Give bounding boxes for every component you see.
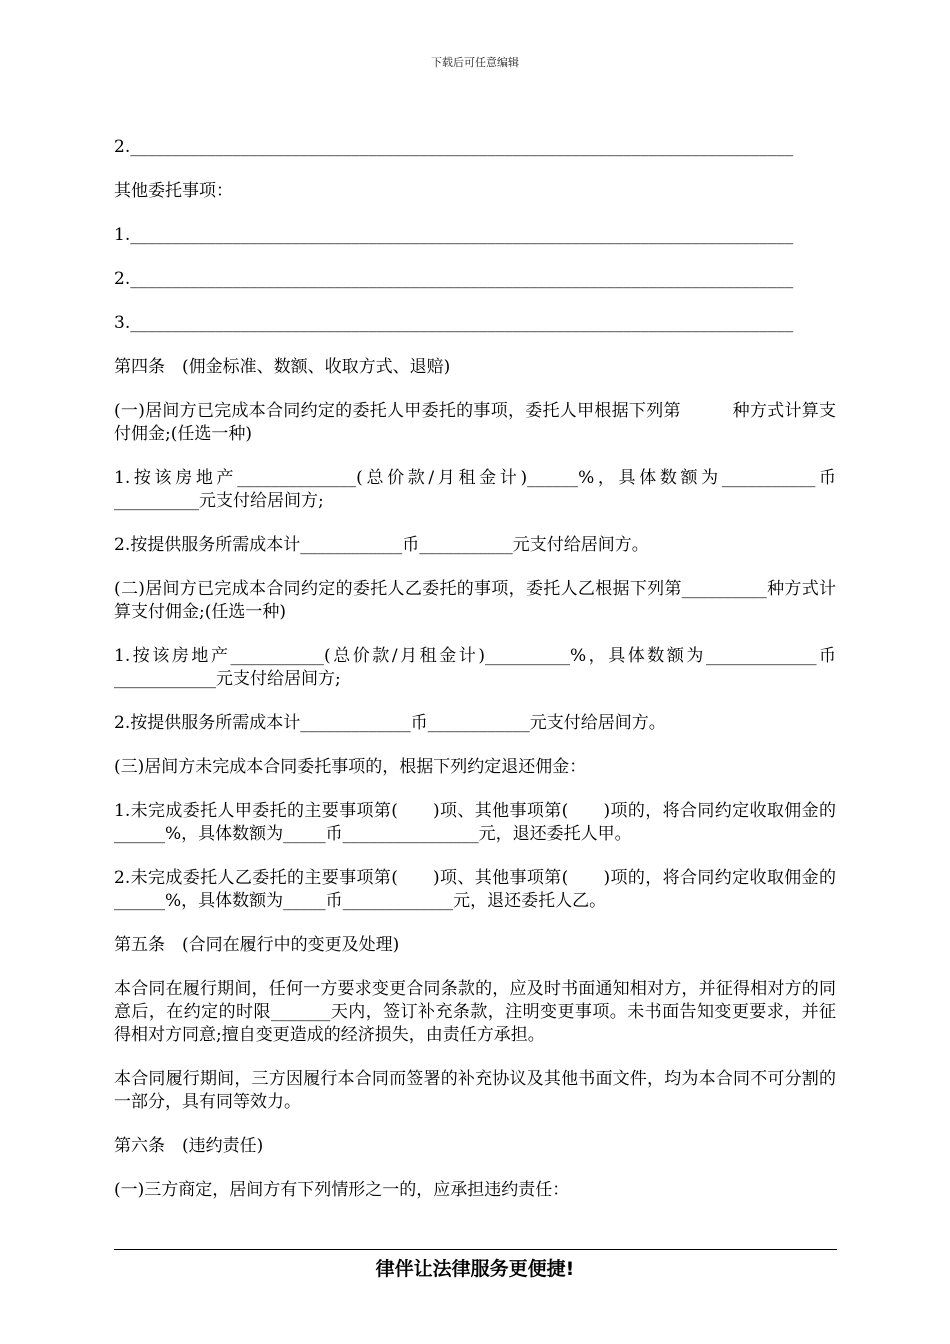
clause-4-3-item-1: 1.未完成委托人甲委托的主要事项第( )项、其他事项第( )项的，将合同约定收取佣金的______%，具体数额为_____币________________元，退还委托人甲。 <box>114 801 836 844</box>
clause-4-1-item-2: 2.按提供服务所需成本计____________币___________元支付给居间方。 <box>114 535 649 555</box>
page-footer: 律伴让法律服务更便捷! <box>375 1258 575 1280</box>
clause-4-3: (三)居间方未完成本合同委托事项的，根据下列约定退还佣金： <box>114 757 587 777</box>
clause-5-1: 本合同在履行期间，任何一方要求变更合同条款的，应及时书面通知相对方，并征得相对方的同意后，在约定的时限_______天内，签订补充条款，注明变更事项。未书面告知变更要求，并征得相对方同意;擅自变更造成的经济损失，由责任方承担。 <box>114 979 836 1045</box>
article-6-heading: 第六条 (违约责任) <box>114 1136 264 1156</box>
other-matter-line-3: 3.______________________________________________________________________________ <box>114 313 794 333</box>
footer-divider <box>114 1249 837 1250</box>
clause-6-1: (一)三方商定，居间方有下列情形之一的，应承担违约责任： <box>114 1180 570 1200</box>
clause-4-3-item-2: 2.未完成委托人乙委托的主要事项第( )项、其他事项第( )项的，将合同约定收取佣金的______%，具体数额为_____币_____________元，退还委托人乙。 <box>114 868 836 911</box>
clause-4-2-item-1: 1.按该房地产___________(总价款/月租金计)__________%，具体数额为_____________币____________元支付给居间方; <box>114 646 836 689</box>
other-matters-heading: 其他委托事项： <box>114 181 233 201</box>
article-5-heading: 第五条 (合同在履行中的变更及处理) <box>114 935 400 955</box>
page-header: 下载后可任意编辑 <box>431 56 519 69</box>
article-4-heading: 第四条 (佣金标准、数额、收取方式、退赔) <box>114 357 451 377</box>
clause-5-2: 本合同履行期间，三方因履行本合同而签署的补充协议及其他书面文件，均为本合同不可分割的一部分，具有同等效力。 <box>114 1069 836 1112</box>
clause-4-1-item-1: 1.按该房地产______________(总价款/月租金计)______%，具体数额为___________币__________元支付给居间方; <box>114 468 836 511</box>
clause-4-2: (二)居间方已完成本合同约定的委托人乙委托的事项，委托人乙根据下列第__________种方式计算支付佣金;(任选一种) <box>114 579 836 622</box>
document-body <box>114 136 836 1223</box>
other-matter-line-2: 2.______________________________________________________________________________ <box>114 269 794 289</box>
other-matter-line-1: 1.______________________________________________________________________________ <box>114 225 794 245</box>
blank-line-2: 2.______________________________________________________________________________ <box>114 137 794 157</box>
clause-4-1: (一)居间方已完成本合同约定的委托人甲委托的事项，委托人甲根据下列第 种方式计算支付佣金;(任选一种) <box>114 401 836 444</box>
clause-4-2-item-2: 2.按提供服务所需成本计_____________币____________元支付给居间方。 <box>114 713 666 733</box>
